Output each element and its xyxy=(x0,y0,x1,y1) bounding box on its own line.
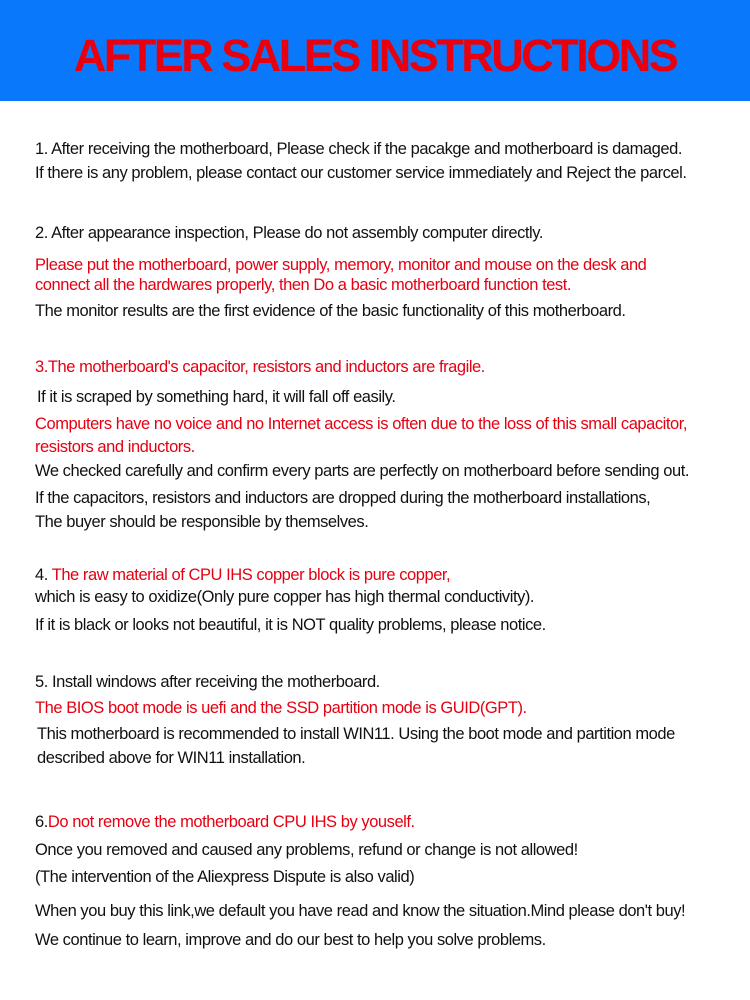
text-line: 1. After receiving the motherboard, Please check if the pacakge and motherboard is damaged. xyxy=(35,140,682,158)
text-line: If it is scraped by something hard, it will fall off easily. xyxy=(37,388,396,406)
section-number: 6. xyxy=(35,813,48,831)
warning-line: Please put the motherboard, power supply, memory, monitor and mouse on the desk and xyxy=(35,256,647,274)
warning-line: connect all the hardwares properly, then Do a basic motherboard function test. xyxy=(35,276,571,294)
page-title: AFTER SALES INSTRUCTIONS xyxy=(73,30,677,81)
text-line: which is easy to oxidize(Only pure copper has high thermal conductivity). xyxy=(35,588,535,606)
text-line: 2. After appearance inspection, Please do not assembly computer directly. xyxy=(35,224,543,242)
text-line: If there is any problem, please contact our customer service immediately and Reject the parcel. xyxy=(35,164,687,182)
warning-line: The BIOS boot mode is uefi and the SSD partition mode is GUID(GPT). xyxy=(35,699,527,717)
text-line: This motherboard is recommended to install WIN11. Using the boot mode and partition mode xyxy=(37,725,675,743)
header-banner xyxy=(0,0,750,101)
warning-line: 3.The motherboard's capacitor, resistors and inductors are fragile. xyxy=(35,358,485,376)
text-line: We checked carefully and confirm every parts are perfectly on motherboard before sending out. xyxy=(35,462,689,480)
text-line: We continue to learn, improve and do our best to help you solve problems. xyxy=(35,931,546,949)
text-line: When you buy this link,we default you have read and know the situation.Mind please don't buy! xyxy=(35,902,686,920)
text-line xyxy=(35,811,415,833)
text-line: If it is black or looks not beautiful, it is NOT quality problems, please notice. xyxy=(35,616,546,634)
text-line xyxy=(35,564,450,586)
text-line: (The intervention of the Aliexpress Dispute is also valid) xyxy=(35,868,415,886)
warning-line: resistors and inductors. xyxy=(35,438,195,456)
text-line: Once you removed and caused any problems, refund or change is not allowed! xyxy=(35,841,578,859)
text-line: If the capacitors, resistors and inductors are dropped during the motherboard installations, xyxy=(35,489,651,507)
text-line: The monitor results are the first evidence of the basic functionality of this motherboard. xyxy=(35,302,626,320)
text-line: 5. Install windows after receiving the motherboard. xyxy=(35,673,380,691)
text-line: described above for WIN11 installation. xyxy=(37,749,306,767)
warning-text: The raw material of CPU IHS copper block is pure copper, xyxy=(51,566,451,584)
section-number: 4. xyxy=(35,566,52,584)
warning-text: Do not remove the motherboard CPU IHS by youself. xyxy=(47,813,415,831)
warning-line: Computers have no voice and no Internet access is often due to the loss of this small capacitor, xyxy=(35,415,688,433)
text-line: The buyer should be responsible by themselves. xyxy=(35,513,369,531)
